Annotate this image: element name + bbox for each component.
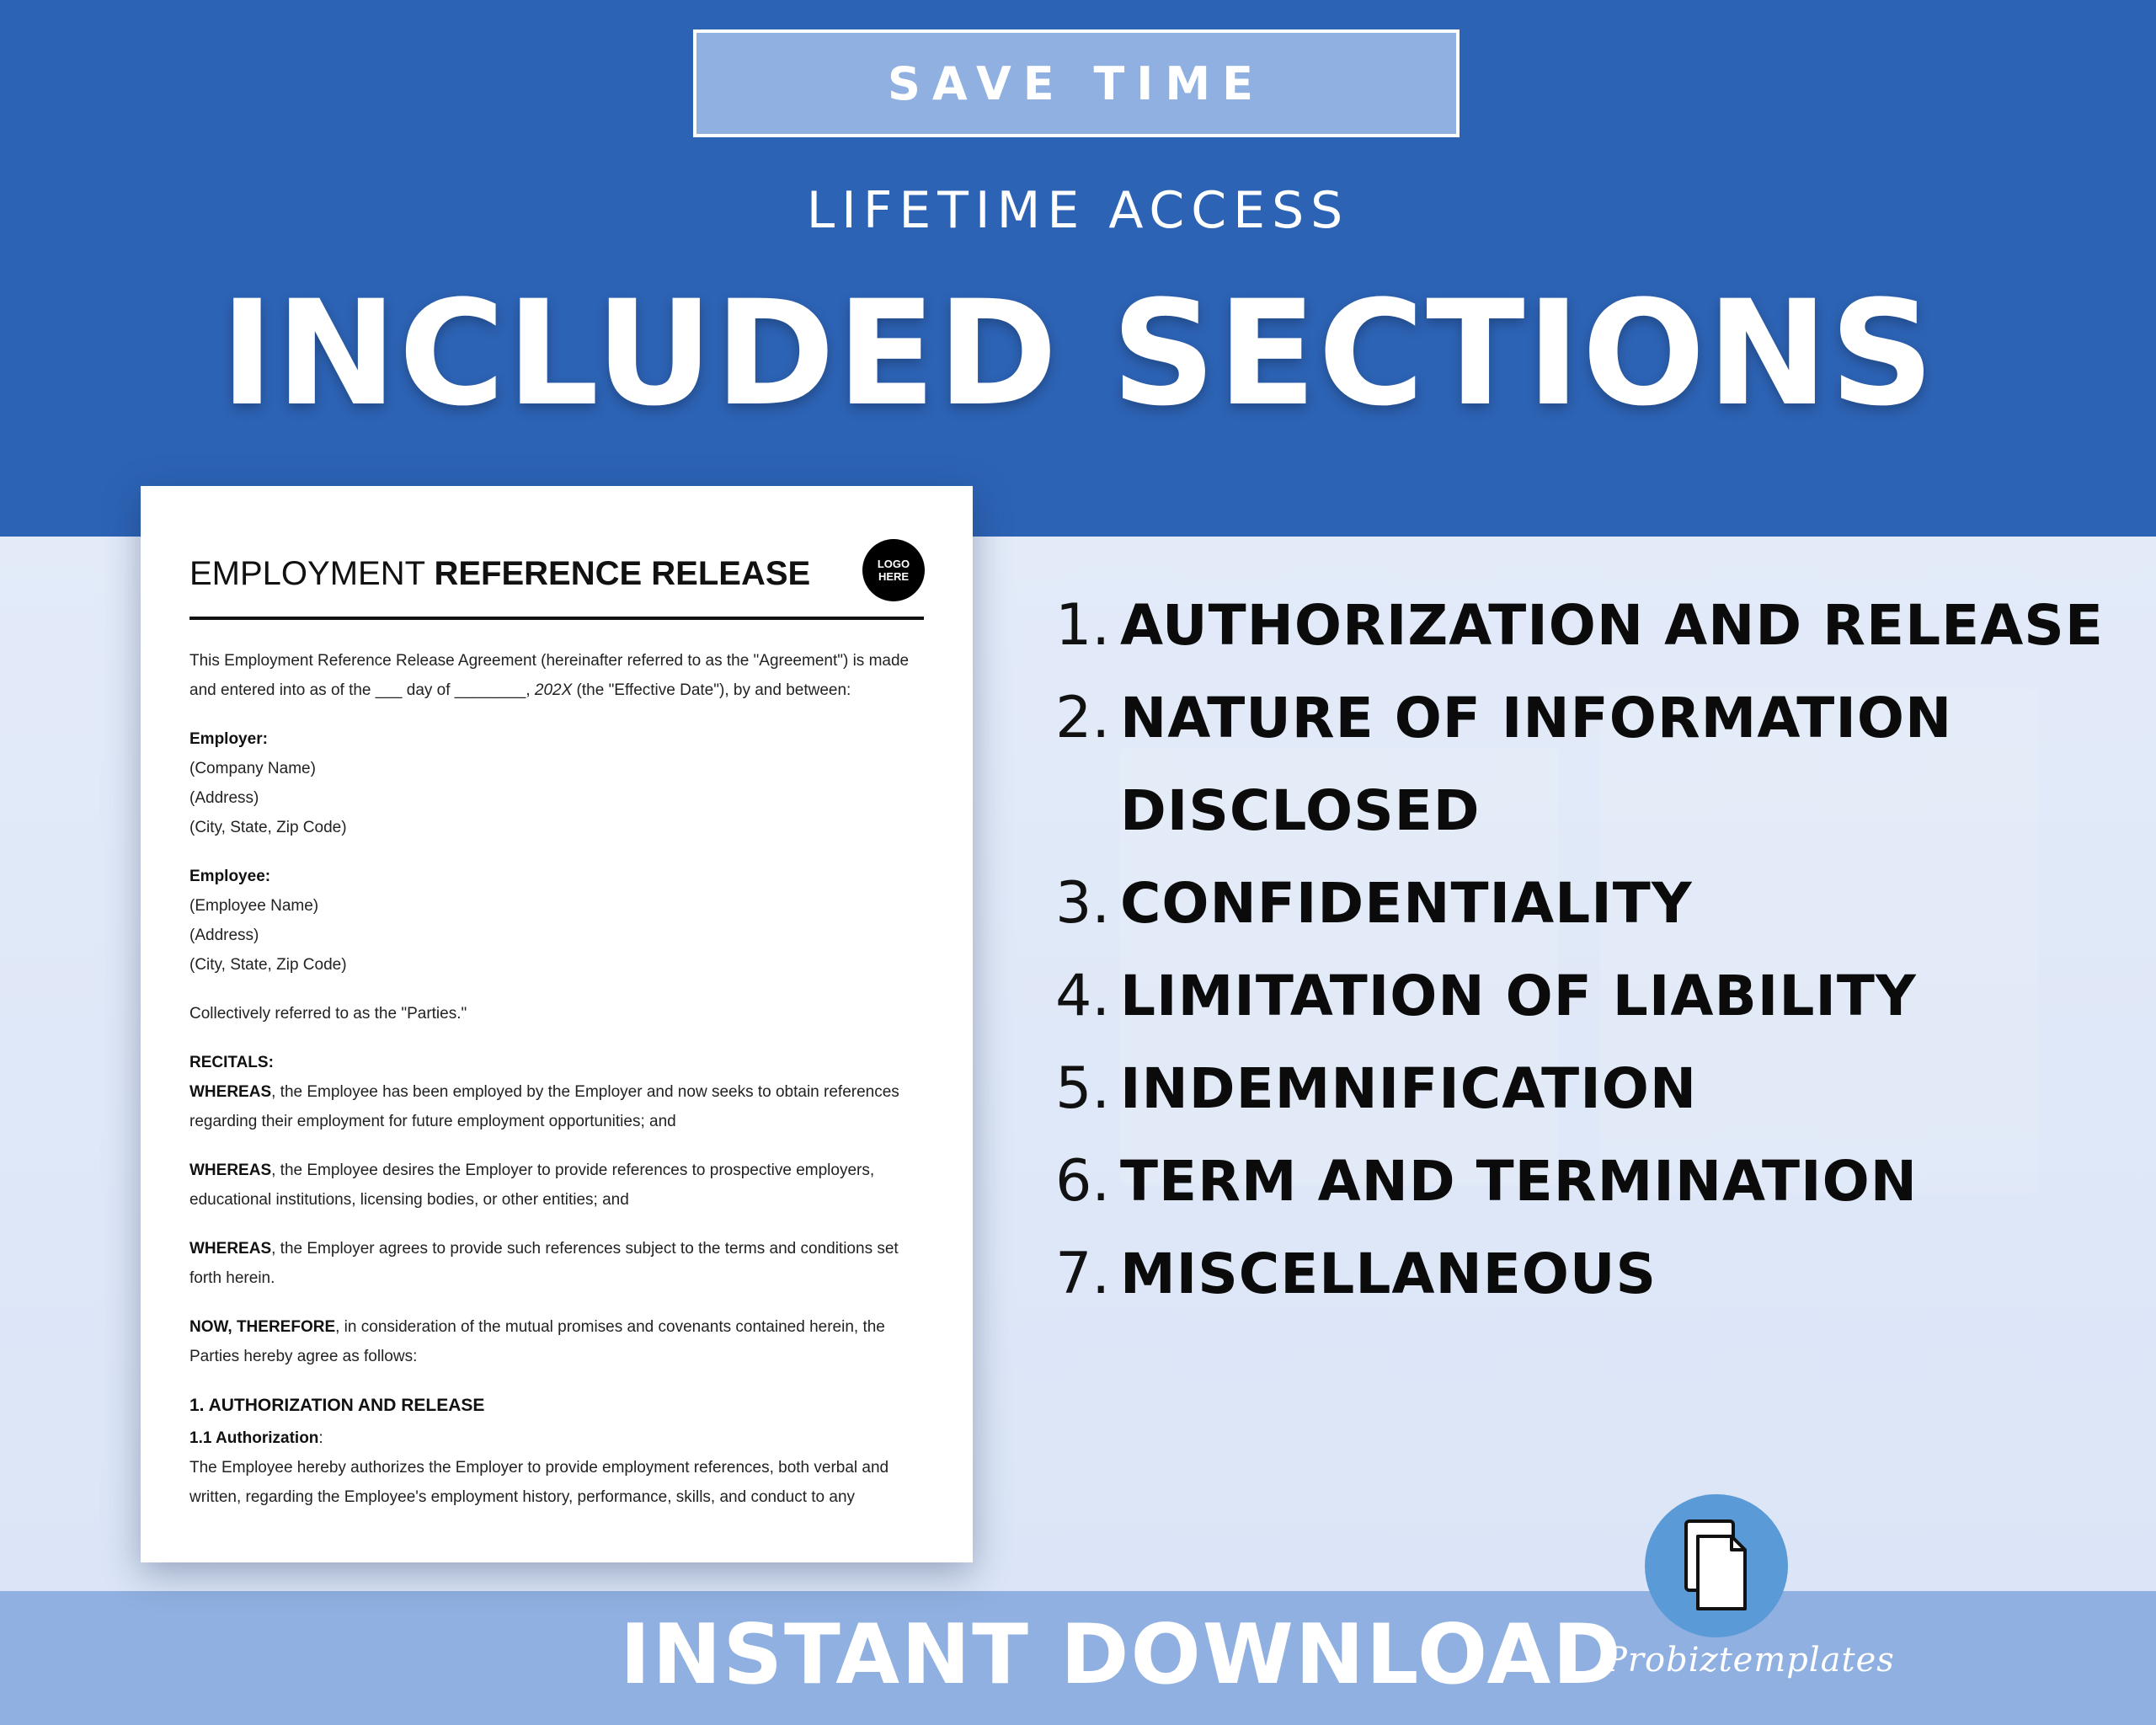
employee-name: (Employee Name) (189, 897, 319, 915)
section-label: TERM AND TERMINATION (1120, 1149, 1918, 1214)
section-item (1051, 672, 2129, 857)
section-label: NATURE OF INFORMATION DISCLOSED (1120, 686, 1953, 843)
effective-year: 202X (534, 681, 573, 699)
whereas-keyword: WHEREAS (189, 1083, 272, 1101)
section-item (1051, 1228, 2129, 1321)
brand-logo (1645, 1494, 1788, 1637)
employer-label: Employer: (189, 730, 268, 748)
whereas-text: , the Employee desires the Employer to provide references to prospective employers, (271, 1162, 875, 1179)
documents-icon (1683, 1518, 1750, 1615)
intro-line (189, 676, 924, 705)
recitals-label: RECITALS: (189, 1054, 274, 1071)
title-divider (189, 617, 924, 620)
section-label: MISCELLANEOUS (1120, 1242, 1657, 1306)
section-number: 1. (1055, 592, 1110, 659)
employer-company: (Company Name) (189, 760, 316, 777)
document-preview (141, 486, 973, 1562)
section-heading: 1. AUTHORIZATION AND RELEASE (189, 1396, 485, 1415)
employee-address: (Address) (189, 927, 259, 944)
section-number: 7. (1055, 1241, 1110, 1307)
whereas-line: educational institutions, licensing bodies, or other entities; and (189, 1191, 629, 1209)
section-item (1051, 950, 2129, 1043)
whereas-line (189, 1077, 924, 1107)
brand-name: Probiztemplates (1604, 1641, 1895, 1680)
whereas-line (189, 1156, 924, 1185)
now-therefore-keyword: NOW, THEREFORE (189, 1318, 336, 1336)
employee-block (189, 862, 924, 980)
section-item (1051, 1135, 2129, 1228)
authorization-line: The Employee hereby authorizes the Employer to provide employment references, both verbal and (189, 1459, 889, 1477)
logo-line-1: LOGO (877, 558, 910, 570)
section-label: CONFIDENTIALITY (1120, 871, 1693, 936)
section-item (1051, 579, 2129, 672)
authorization-paragraph (189, 1453, 924, 1512)
included-sections-list (1051, 579, 2129, 1321)
whereas-text: , the Employee has been employed by the Employer and now seeks to obtain references (271, 1083, 899, 1101)
instant-download-label: INSTANT DOWNLOAD (620, 1607, 1623, 1703)
intro-line: This Employment Reference Release Agreement (hereinafter referred to as the "Agreement") is made (189, 652, 910, 670)
whereas-line: forth herein. (189, 1269, 275, 1287)
save-time-badge (693, 29, 1460, 137)
section-item (1051, 1043, 2129, 1135)
intro-paragraph (189, 646, 924, 705)
whereas-line: regarding their employment for future employment opportunities; and (189, 1113, 676, 1130)
employer-city: (City, State, Zip Code) (189, 819, 347, 836)
employer-address: (Address) (189, 789, 259, 807)
now-therefore-text: , in consideration of the mutual promises and covenants contained herein, the (335, 1318, 885, 1336)
whereas-paragraph (189, 1234, 924, 1293)
employer-block (189, 724, 924, 842)
recitals-paragraph (189, 1048, 924, 1136)
whereas-text: , the Employer agrees to provide such references subject to the terms and conditions set (271, 1240, 899, 1258)
section-number: 3. (1055, 870, 1110, 937)
document-title-bold: REFERENCE RELEASE (434, 555, 811, 592)
section-label: AUTHORIZATION AND RELEASE (1120, 593, 2104, 658)
section-number: 6. (1055, 1148, 1110, 1215)
logo-line-2: HERE (878, 570, 910, 583)
section-item (1051, 857, 2129, 950)
collective-paragraph: Collectively referred to as the "Parties." (189, 1005, 467, 1023)
section-label: LIMITATION OF LIABILITY (1120, 964, 1917, 1028)
intro-text: and entered into as of the ___ day of ________, (189, 681, 531, 699)
employee-label: Employee: (189, 868, 271, 885)
section-label: INDEMNIFICATION (1120, 1056, 1698, 1121)
whereas-keyword: WHEREAS (189, 1162, 272, 1179)
now-therefore-line: Parties hereby agree as follows: (189, 1348, 418, 1365)
subsection-label: 1.1 Authorization (189, 1429, 319, 1447)
section-number: 5. (1055, 1055, 1110, 1122)
save-time-label: SAVE TIME (887, 56, 1266, 110)
intro-text: (the "Effective Date"), by and between: (576, 681, 851, 699)
page-title: INCLUDED SECTIONS (220, 269, 1936, 438)
employee-city: (City, State, Zip Code) (189, 956, 347, 974)
document-title (189, 555, 811, 593)
whereas-line (189, 1234, 924, 1263)
lifetime-access-subtitle: LIFETIME ACCESS (806, 181, 1350, 240)
logo-placeholder (862, 539, 925, 601)
document-title-light: EMPLOYMENT (189, 555, 425, 592)
now-therefore-line (189, 1312, 924, 1342)
whereas-keyword: WHEREAS (189, 1240, 272, 1258)
document-body (189, 646, 924, 1531)
section-number: 2. (1055, 685, 1110, 751)
section-number: 4. (1055, 963, 1110, 1029)
subsection-colon: : (318, 1429, 323, 1447)
subsection-heading (189, 1423, 924, 1453)
whereas-paragraph (189, 1156, 924, 1215)
authorization-line: written, regarding the Employee's employment history, performance, skills, and conduct to any (189, 1488, 856, 1506)
now-therefore-paragraph (189, 1312, 924, 1371)
